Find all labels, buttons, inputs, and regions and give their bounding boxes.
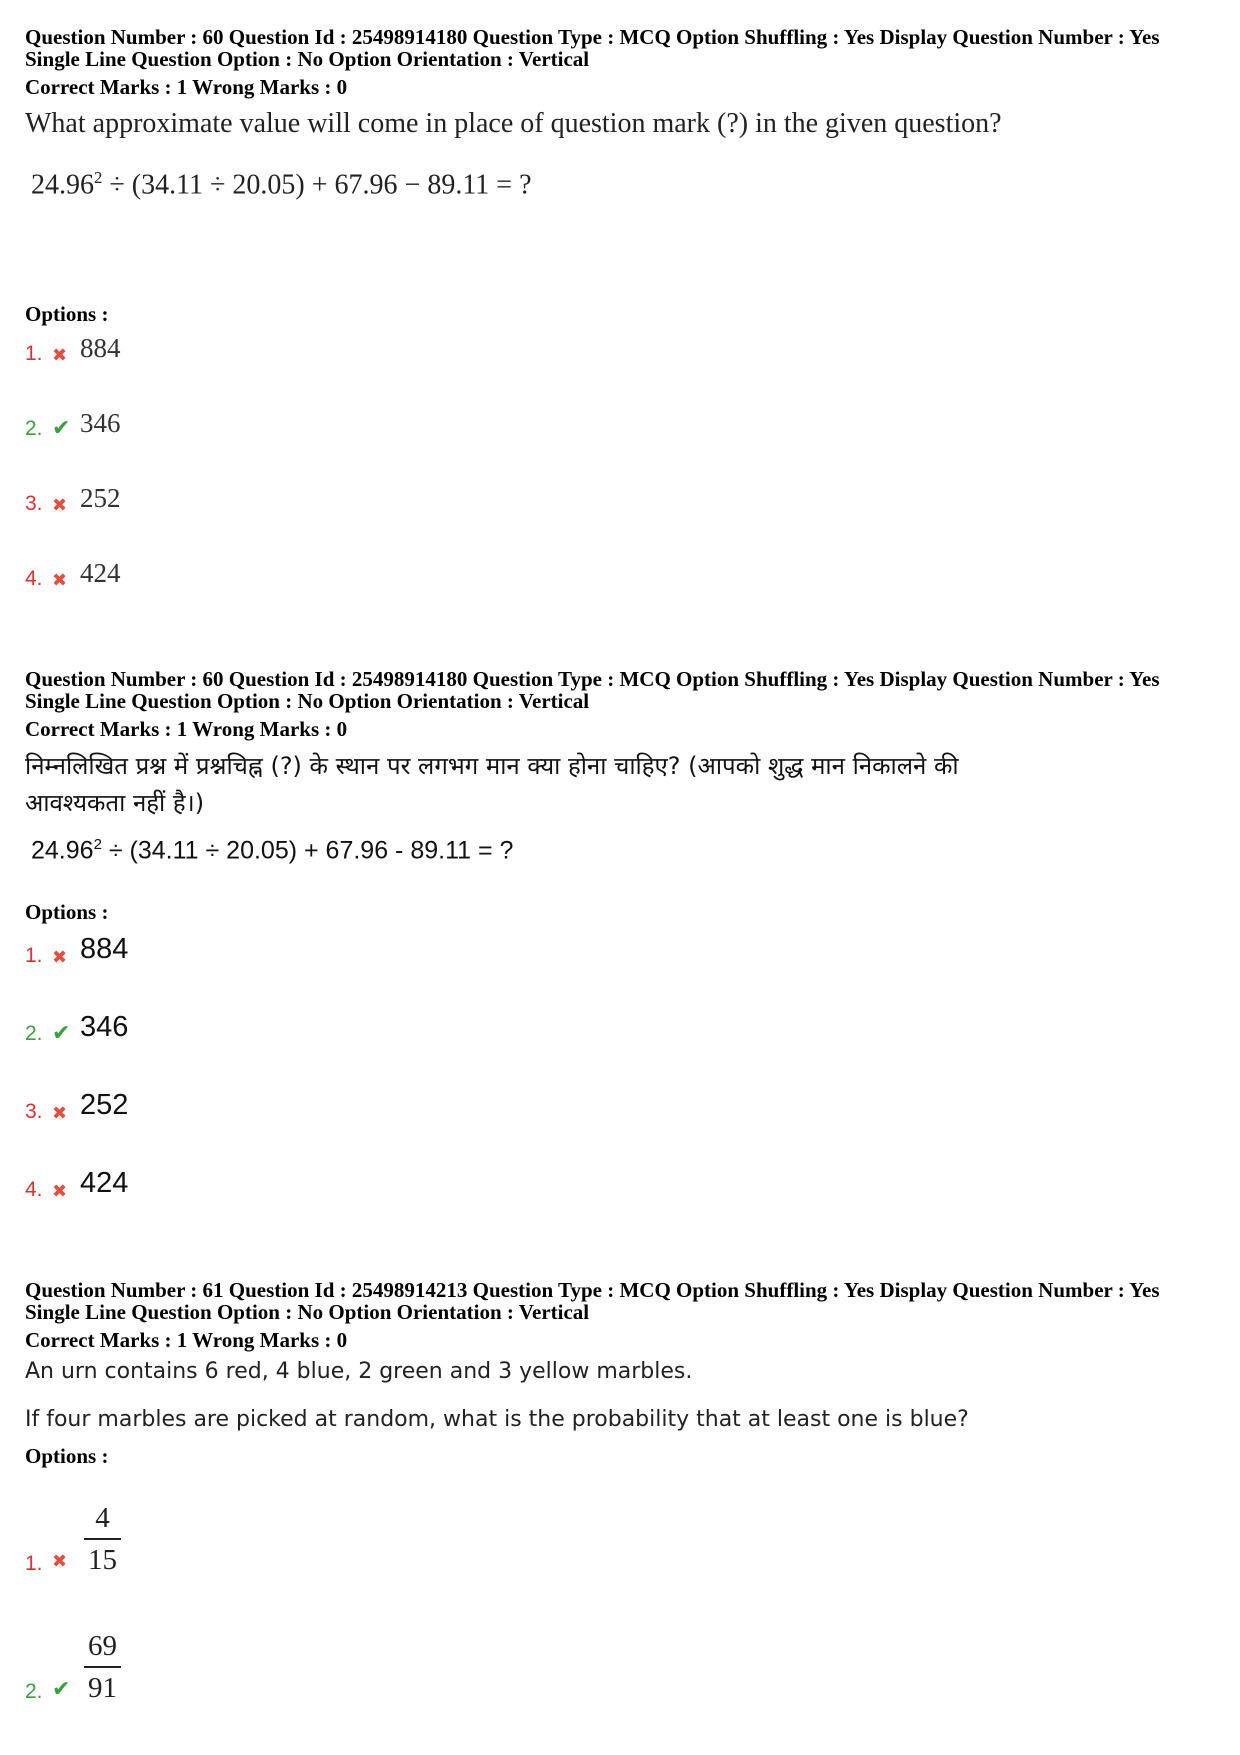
option-number: 4. [25,1178,43,1201]
question-marks: Correct Marks : 1 Wrong Marks : 0 [25,1328,348,1352]
option-value: 884 [80,333,121,363]
question-block-3 [25,1279,1215,1469]
option-2[interactable] [25,1608,121,1708]
option-number: 2. [25,417,43,440]
option-3[interactable] [25,1084,128,1124]
fraction-numerator: 69 [88,1630,117,1662]
question-meta-line1: Question Number : 61 Question Id : 25498914213 Question Type : MCQ Option Shuffling : Yes Display Question Number : Yes [25,1278,1160,1302]
fraction-denominator: 91 [88,1672,117,1704]
option-value: 252 [80,1089,129,1121]
option-number: 2. [25,1680,43,1703]
fraction-numerator: 4 [95,1502,110,1534]
check-icon: ✔ [52,1021,71,1046]
option-number: 2. [25,1022,43,1045]
cross-icon: ✖ [52,1181,68,1202]
question-meta-line2: Single Line Question Option : No Option Orientation : Vertical [25,1300,590,1324]
option-value: 884 [80,933,129,965]
option-2[interactable] [25,401,121,441]
option-4[interactable] [25,551,121,591]
option-number: 4. [25,567,43,590]
option-value: 424 [80,558,121,588]
option-number: 3. [25,492,43,515]
options-group-2 [25,900,1215,1220]
question-marks: Correct Marks : 1 Wrong Marks : 0 [25,717,348,741]
option-number: 1. [25,1552,43,1575]
option-number: 3. [25,1100,43,1123]
question-text-line1: An urn contains 6 red, 4 blue, 2 green and 3 yellow marbles. [25,1359,693,1384]
question-meta-line2: Single Line Question Option : No Option Orientation : Vertical [25,47,590,71]
option-3[interactable] [25,476,121,516]
option-value: 346 [80,408,121,438]
question-text-hindi: निम्नलिखित प्रश्न में प्रश्नचिह्न (?) के स्थान पर लगभग मान क्या होना चाहिए? (आपको शुद्ध मान निकालने की आवश्यकता नहीं है।) [25,752,959,817]
option-number: 1. [25,342,43,365]
check-icon: ✔ [52,416,71,441]
check-icon: ✔ [52,1677,71,1702]
option-2[interactable] [25,1006,128,1046]
question-meta-line1: Question Number : 60 Question Id : 25498914180 Question Type : MCQ Option Shuffling : Yes Display Question Number : Yes [25,25,1160,49]
question-marks: Correct Marks : 1 Wrong Marks : 0 [25,75,348,99]
option-4[interactable] [25,1162,128,1202]
options-label: Options : [25,1444,109,1468]
cross-icon: ✖ [52,1103,68,1124]
question-text-line2: If four marbles are picked at random, what is the probability that at least one is blue? [25,1407,969,1432]
option-value: 346 [80,1011,129,1043]
options-group-1 [25,302,1215,602]
fraction-value [84,1498,121,1580]
cross-icon: ✖ [52,947,68,968]
question-meta-line1: Question Number : 60 Question Id : 25498914180 Question Type : MCQ Option Shuffling : Yes Display Question Number : Yes [25,667,1160,691]
question-text: What approximate value will come in place of question mark (?) in the given question? [25,108,1002,139]
cross-icon: ✖ [52,570,68,591]
option-value: 252 [80,483,121,513]
fraction-value [84,1626,121,1708]
question-expression: $24.96^2 \div (34.11 \div 20.05) + 67.96 - 89.11$ = ? [31,836,514,865]
cross-icon: ✖ [52,345,68,366]
options-group-3 [25,1480,1215,1730]
option-number: 1. [25,944,43,967]
question-meta-line2: Single Line Question Option : No Option Orientation : Vertical [25,689,590,713]
cross-icon: ✖ [52,495,68,516]
options-label: Options : [25,302,109,326]
question-expression: $24.96^2 \div (34.11 \div 20.05) + 67.96 - 89.11$ = ? [31,168,532,201]
fraction-denominator: 15 [88,1544,117,1576]
cross-icon: ✖ [52,1551,68,1572]
option-value: 424 [80,1167,129,1199]
options-label: Options : [25,900,109,924]
option-1[interactable] [25,928,128,968]
question-block-1 [25,26,1215,201]
option-1[interactable] [25,1480,121,1580]
question-block-2 [25,668,1215,865]
option-1[interactable] [25,326,121,366]
